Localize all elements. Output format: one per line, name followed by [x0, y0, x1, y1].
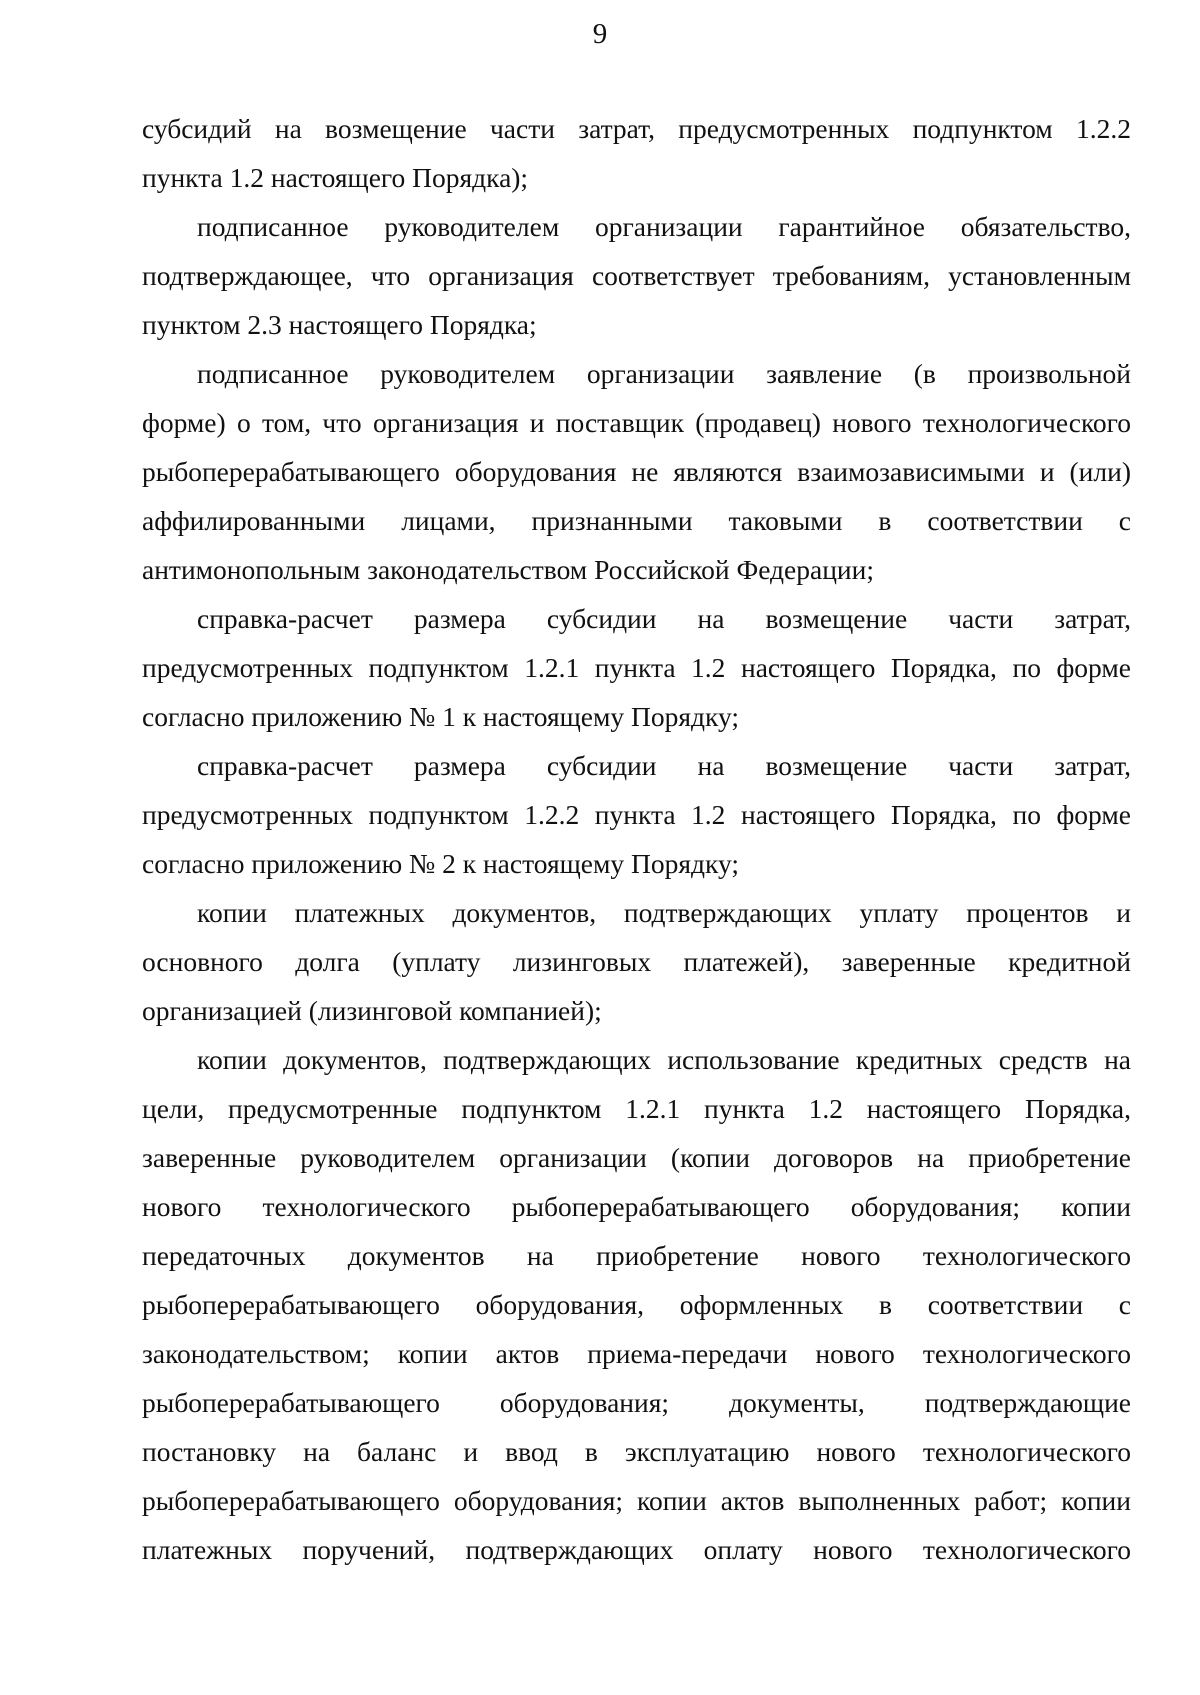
text-line: постановку на баланс и ввод в эксплуатацию нового технологического	[142, 1436, 1131, 1467]
text-line: справка-расчет размера субсидии на возмещение части затрат,	[197, 750, 1131, 781]
text-line: предусмотренных подпунктом 1.2.2 пункта 1.2 настоящего Порядка, по форме	[142, 799, 1131, 830]
text-line: платежных поручений, подтверждающих оплату нового технологического	[142, 1534, 1131, 1565]
text-line: рыбоперерабатывающего оборудования, оформленных в соответствии с	[142, 1289, 1131, 1320]
text-line: организацией (лизинговой компанией);	[142, 995, 602, 1026]
text-line: подписанное руководителем организации заявление (в произвольной	[197, 358, 1131, 389]
text-line: подписанное руководителем организации гарантийное обязательство,	[197, 211, 1131, 242]
text-line: рыбоперерабатывающего оборудования не являются взаимозависимыми и (или)	[142, 456, 1131, 487]
text-line: заверенные руководителем организации (копии договоров на приобретение	[142, 1142, 1131, 1173]
text-line: пунктом 2.3 настоящего Порядка;	[142, 309, 537, 340]
text-line: пункта 1.2 настоящего Порядка);	[142, 162, 529, 193]
text-line: антимонопольным законодательством Российской Федерации;	[142, 554, 874, 585]
text-line: форме) о том, что организация и поставщик (продавец) нового технологического	[142, 407, 1131, 438]
text-line: подтверждающее, что организация соответствует требованиям, установленным	[142, 260, 1131, 291]
text-line: предусмотренных подпунктом 1.2.1 пункта 1.2 настоящего Порядка, по форме	[142, 652, 1131, 683]
text-line: копии документов, подтверждающих использование кредитных средств на	[197, 1044, 1131, 1075]
text-line: согласно приложению № 2 к настоящему Порядку;	[142, 848, 740, 879]
text-line: справка-расчет размера субсидии на возмещение части затрат,	[197, 603, 1131, 634]
text-line: основного долга (уплату лизинговых платежей), заверенные кредитной	[142, 946, 1131, 977]
text-line: согласно приложению № 1 к настоящему Порядку;	[142, 701, 740, 732]
text-line: копии платежных документов, подтверждающих уплату процентов и	[197, 897, 1131, 928]
page-number: 9	[592, 18, 608, 50]
text-line: аффилированными лицами, признанными таковыми в соответствии с	[142, 505, 1131, 536]
text-line: цели, предусмотренные подпунктом 1.2.1 пункта 1.2 настоящего Порядка,	[142, 1093, 1131, 1124]
document-body	[142, 104, 1131, 1574]
text-line: рыбоперерабатывающего оборудования; копии актов выполненных работ; копии	[142, 1485, 1131, 1516]
text-line: передаточных документов на приобретение нового технологического	[142, 1240, 1131, 1271]
text-line: нового технологического рыбоперерабатывающего оборудования; копии	[142, 1191, 1131, 1222]
text-line: рыбоперерабатывающего оборудования; документы, подтверждающие	[142, 1387, 1131, 1418]
text-line: законодательством; копии актов приема-передачи нового технологического	[142, 1338, 1131, 1369]
text-line: субсидий на возмещение части затрат, предусмотренных подпунктом 1.2.2	[142, 113, 1131, 144]
